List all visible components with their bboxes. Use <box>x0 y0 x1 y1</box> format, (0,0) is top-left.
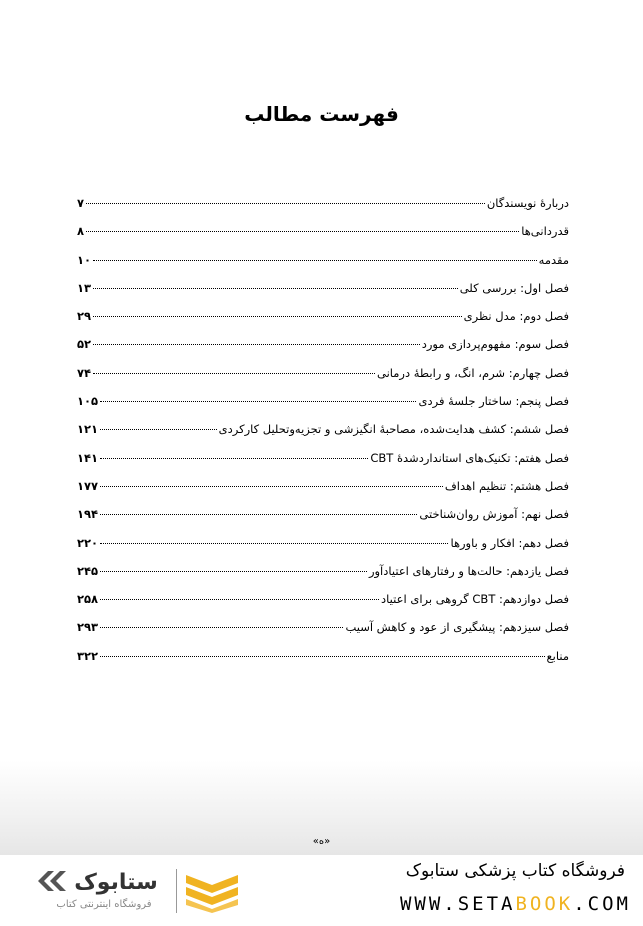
toc-entry-title: فصل دهم: افکار و باورها <box>450 535 569 550</box>
dot-leader <box>86 231 519 232</box>
toc-entry-page: ۳۲۲ <box>77 648 99 663</box>
toc-entry-page: ۲۲۰ <box>77 535 99 550</box>
toc-entry-page: ۸ <box>77 224 85 239</box>
toc-entry-page: ۱۲۱ <box>77 422 99 437</box>
dot-leader <box>100 514 417 515</box>
toc-entry-page: ۱۳ <box>77 280 92 295</box>
store-url[interactable] <box>400 893 631 915</box>
dot-leader <box>100 429 217 430</box>
toc-entry-title: منابع <box>546 648 569 663</box>
url-suffix: .COM <box>573 893 631 915</box>
dot-leader <box>100 599 379 600</box>
toc-entry[interactable] <box>77 309 569 337</box>
toc-entry-page: ۲۴۵ <box>77 563 99 578</box>
dot-leader <box>100 401 416 402</box>
page-title: فهرست مطالب <box>244 102 399 126</box>
url-prefix: WWW. <box>399 893 458 915</box>
toc-entry-title: فصل یازدهم: حالت‌ها و رفتارهای اعتیادآور <box>368 563 569 578</box>
toc-entry-page: ۷۴ <box>77 365 92 380</box>
toc-entry[interactable] <box>77 564 569 592</box>
toc-entry-title: فصل هشتم: تنظیم اهداف <box>444 478 569 493</box>
toc-entry[interactable] <box>77 507 569 535</box>
page-number: «ه» <box>312 836 331 847</box>
toc-entry[interactable] <box>77 422 569 450</box>
toc-entry-title: فصل پنجم: ساختار جلسۀ فردی <box>418 394 569 409</box>
toc-entry-title: فصل دوازدهم: CBT گروهی برای اعتیاد <box>381 592 569 607</box>
dot-leader <box>100 543 448 544</box>
url-brand-1: SETA <box>457 893 516 915</box>
dot-leader <box>93 260 537 261</box>
toc-entry[interactable] <box>77 479 569 507</box>
toc-entry[interactable] <box>77 394 569 422</box>
toc-entry-page: ۱۰ <box>77 252 92 267</box>
toc-entry-page: ۵۲ <box>77 337 92 352</box>
toc-entry[interactable] <box>77 649 569 677</box>
dot-leader <box>100 571 367 572</box>
toc-entry-title: فصل ششم: کشف هدایت‌شده، مصاحبۀ انگیزشی و تجزیه‌وتحلیل کارکردی <box>218 422 569 437</box>
logo-subtitle: فروشگاه اینترنتی کتاب <box>56 899 152 910</box>
toc-entry-title: فصل چهارم: شرم، انگ، و رابطۀ درمانی <box>376 365 569 380</box>
toc-entry-page: ۲۹۳ <box>77 620 99 635</box>
toc-entry[interactable] <box>77 281 569 309</box>
store-name: فروشگاه کتاب پزشکی ستابوک <box>405 861 625 881</box>
toc-entry[interactable] <box>77 536 569 564</box>
toc-entry-title: قدردانی‌ها <box>521 224 569 239</box>
toc-entry[interactable] <box>77 196 569 224</box>
toc-entry-title: فصل سوم: مفهوم‌پردازی مورد <box>421 337 569 352</box>
toc-entry[interactable] <box>77 224 569 252</box>
dot-leader <box>93 373 375 374</box>
toc-entry[interactable] <box>77 620 569 648</box>
toc-entry-title: فصل سیزدهم: پیشگیری از عود و کاهش آسیب <box>345 620 569 635</box>
chevron-book-icon <box>182 869 242 913</box>
logo-wordmark: ستابوک <box>74 870 158 895</box>
toc-entry-page: ۲۹ <box>77 309 92 324</box>
dot-leader <box>100 627 343 628</box>
toc-entry-title: فصل اول: بررسی کلی <box>459 280 569 295</box>
toc-entry-page: ۲۵۸ <box>77 592 99 607</box>
dot-leader <box>93 288 458 289</box>
publisher-footer <box>0 855 643 926</box>
url-brand-2: BOOK <box>515 893 574 915</box>
toc-entry[interactable] <box>77 337 569 365</box>
dot-leader <box>100 486 443 487</box>
toc-entry-title: فصل دوم: مدل نظری <box>463 309 569 324</box>
toc-entry-page: ۱۹۴ <box>77 507 99 522</box>
dot-leader <box>93 316 462 317</box>
toc-entry-title: دربارۀ نویسندگان <box>486 196 569 210</box>
dot-leader <box>86 203 485 204</box>
toc-entry[interactable] <box>77 253 569 281</box>
setabook-logo-icon <box>36 867 166 895</box>
toc-entry-page: ۷ <box>77 196 85 210</box>
toc-entry[interactable] <box>77 592 569 620</box>
toc-entry-title: مقدمه <box>538 252 569 267</box>
toc-entry[interactable] <box>77 451 569 479</box>
toc-entry-page: ۱۰۵ <box>77 394 99 409</box>
table-of-contents <box>77 196 569 677</box>
dot-leader <box>100 656 544 657</box>
dot-leader <box>93 344 420 345</box>
logo-divider <box>176 869 177 913</box>
toc-entry-title: فصل هفتم: تکنیک‌های استانداردشدۀ CBT <box>370 450 569 465</box>
toc-entry-page: ۱۷۷ <box>77 478 99 493</box>
dot-leader <box>100 458 368 459</box>
toc-entry-title: فصل نهم: آموزش روان‌شناختی <box>419 507 569 522</box>
toc-entry-page: ۱۴۱ <box>77 450 99 465</box>
toc-entry[interactable] <box>77 366 569 394</box>
